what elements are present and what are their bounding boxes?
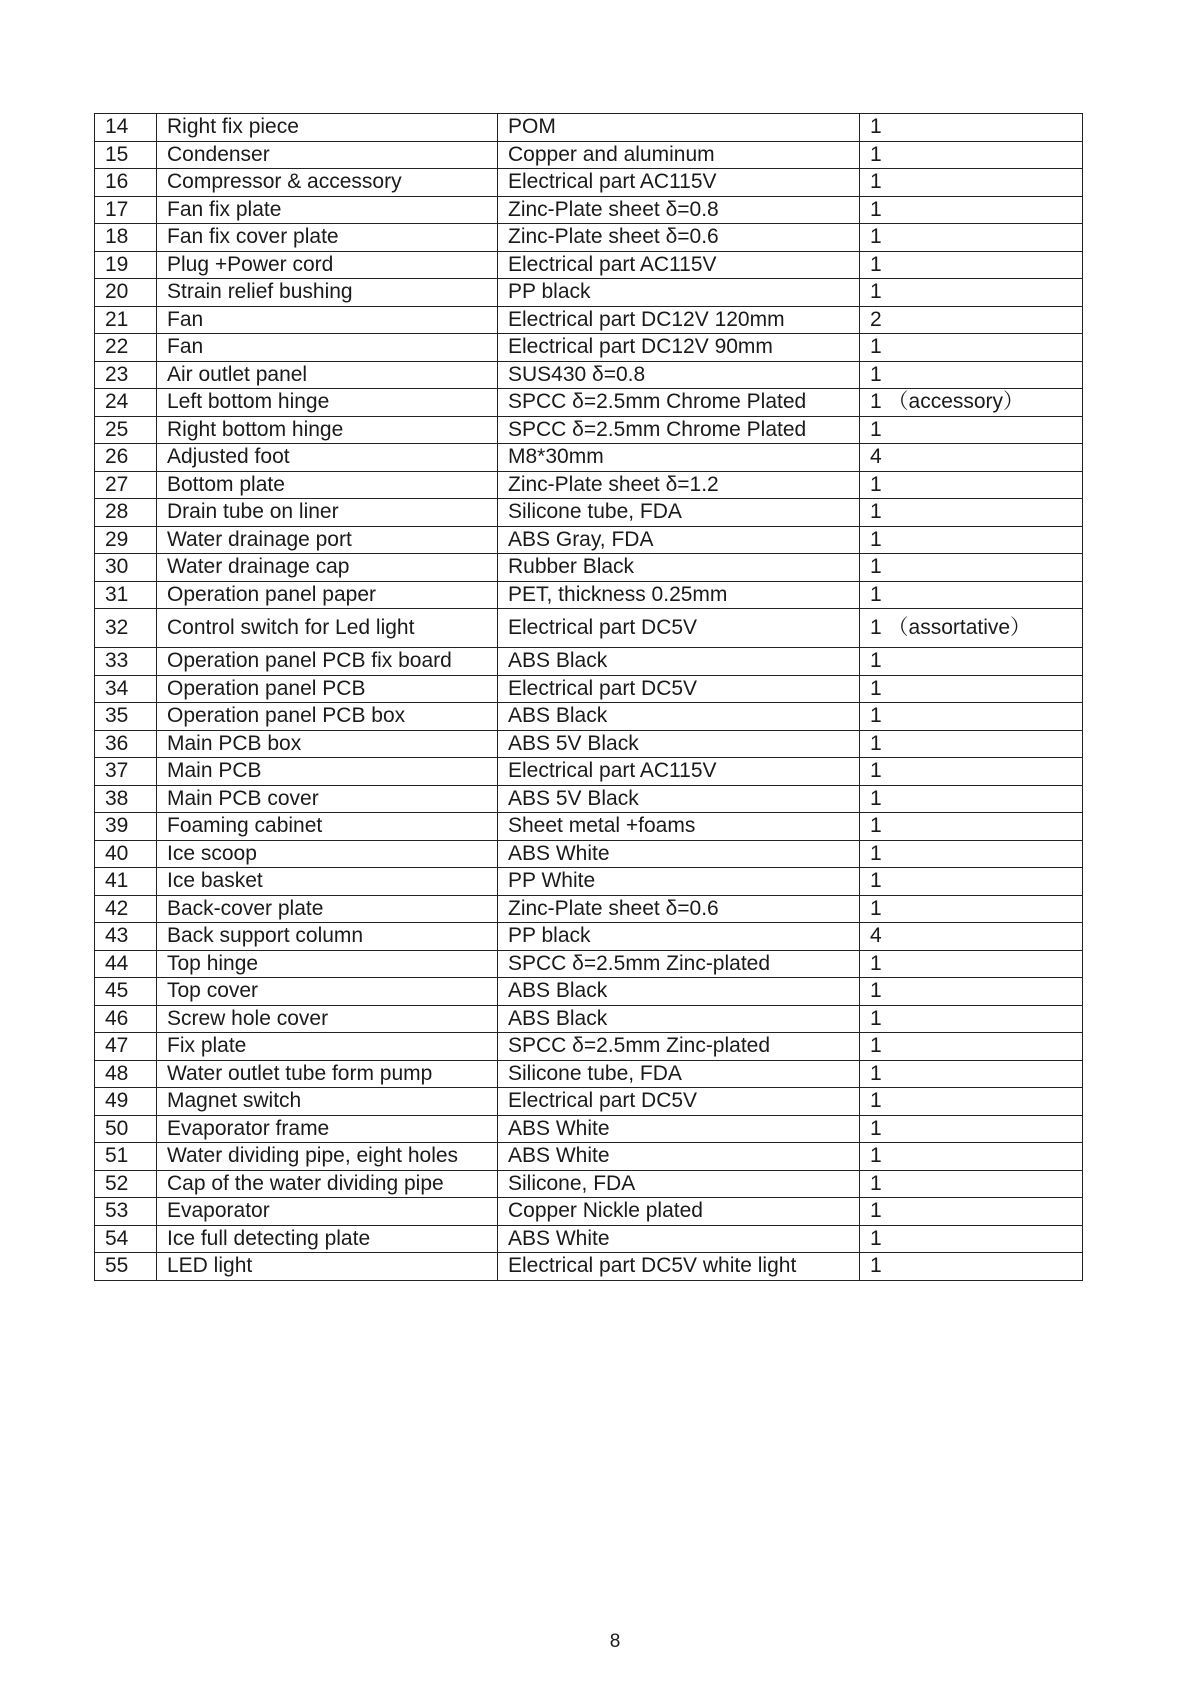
material-cell: PP black: [498, 923, 860, 951]
quantity-cell: 1: [860, 785, 1083, 813]
material-cell: Electrical part DC5V: [498, 1088, 860, 1116]
quantity-cell: 1: [860, 1088, 1083, 1116]
quantity-cell: 1: [860, 279, 1083, 307]
material-cell: Electrical part DC5V: [498, 609, 860, 648]
material-cell: Electrical part AC115V: [498, 251, 860, 279]
parts-list-body: [95, 114, 1083, 1281]
item-number-cell: 37: [95, 758, 157, 786]
part-name-cell: Cap of the water dividing pipe: [157, 1170, 498, 1198]
part-name-cell: Left bottom hinge: [157, 389, 498, 417]
item-number-cell: 51: [95, 1143, 157, 1171]
item-number-cell: 41: [95, 868, 157, 896]
item-number-cell: 27: [95, 471, 157, 499]
item-number-cell: 40: [95, 840, 157, 868]
material-cell: Silicone tube, FDA: [498, 499, 860, 527]
quantity-cell: 4: [860, 923, 1083, 951]
table-row: [95, 758, 1083, 786]
item-number-cell: 33: [95, 648, 157, 676]
quantity-cell: 1: [860, 648, 1083, 676]
part-name-cell: Main PCB: [157, 758, 498, 786]
quantity-cell: 1: [860, 196, 1083, 224]
table-row: [95, 141, 1083, 169]
item-number-cell: 53: [95, 1198, 157, 1226]
item-number-cell: 16: [95, 169, 157, 197]
item-number-cell: 52: [95, 1170, 157, 1198]
item-number-cell: 46: [95, 1005, 157, 1033]
material-cell: SUS430 δ=0.8: [498, 361, 860, 389]
quantity-cell: 1: [860, 1170, 1083, 1198]
item-number-cell: 45: [95, 978, 157, 1006]
quantity-cell: 1: [860, 416, 1083, 444]
part-name-cell: Ice full detecting plate: [157, 1225, 498, 1253]
quantity-cell: 2: [860, 306, 1083, 334]
item-number-cell: 24: [95, 389, 157, 417]
table-row: [95, 923, 1083, 951]
material-cell: ABS White: [498, 840, 860, 868]
part-name-cell: Right fix piece: [157, 114, 498, 142]
part-name-cell: Back support column: [157, 923, 498, 951]
table-row: [95, 648, 1083, 676]
part-name-cell: Operation panel PCB fix board: [157, 648, 498, 676]
material-cell: Zinc-Plate sheet δ=0.6: [498, 224, 860, 252]
item-number-cell: 39: [95, 813, 157, 841]
quantity-cell: 1: [860, 1143, 1083, 1171]
quantity-cell: 1: [860, 224, 1083, 252]
table-row: [95, 675, 1083, 703]
part-name-cell: Fan: [157, 334, 498, 362]
table-row: [95, 1088, 1083, 1116]
table-row: [95, 499, 1083, 527]
part-name-cell: Fix plate: [157, 1033, 498, 1061]
quantity-cell: 1: [860, 169, 1083, 197]
part-name-cell: Control switch for Led light: [157, 609, 498, 648]
part-name-cell: Condenser: [157, 141, 498, 169]
quantity-cell: 1: [860, 675, 1083, 703]
part-name-cell: Main PCB box: [157, 730, 498, 758]
table-row: [95, 950, 1083, 978]
material-cell: PET, thickness 0.25mm: [498, 581, 860, 609]
material-cell: Sheet metal +foams: [498, 813, 860, 841]
material-cell: Electrical part AC115V: [498, 758, 860, 786]
item-number-cell: 30: [95, 554, 157, 582]
quantity-cell: 1: [860, 554, 1083, 582]
part-name-cell: Operation panel PCB: [157, 675, 498, 703]
item-number-cell: 44: [95, 950, 157, 978]
part-name-cell: Right bottom hinge: [157, 416, 498, 444]
table-row: [95, 526, 1083, 554]
item-number-cell: 20: [95, 279, 157, 307]
material-cell: ABS Gray, FDA: [498, 526, 860, 554]
part-name-cell: Air outlet panel: [157, 361, 498, 389]
table-row: [95, 306, 1083, 334]
table-row: [95, 868, 1083, 896]
quantity-cell: 1: [860, 334, 1083, 362]
item-number-cell: 25: [95, 416, 157, 444]
quantity-cell: 1: [860, 114, 1083, 142]
item-number-cell: 32: [95, 609, 157, 648]
quantity-cell: 1: [860, 758, 1083, 786]
part-name-cell: Water outlet tube form pump: [157, 1060, 498, 1088]
item-number-cell: 50: [95, 1115, 157, 1143]
material-cell: ABS 5V Black: [498, 730, 860, 758]
table-row: [95, 389, 1083, 417]
quantity-cell: 1: [860, 581, 1083, 609]
part-name-cell: Water drainage cap: [157, 554, 498, 582]
table-row: [95, 169, 1083, 197]
item-number-cell: 23: [95, 361, 157, 389]
quantity-cell: 4: [860, 444, 1083, 472]
part-name-cell: Operation panel PCB box: [157, 703, 498, 731]
table-row: [95, 114, 1083, 142]
part-name-cell: Main PCB cover: [157, 785, 498, 813]
material-cell: ABS White: [498, 1115, 860, 1143]
material-cell: M8*30mm: [498, 444, 860, 472]
table-row: [95, 279, 1083, 307]
item-number-cell: 49: [95, 1088, 157, 1116]
parts-list-table: [94, 113, 1083, 1281]
table-row: [95, 1198, 1083, 1226]
table-row: [95, 1033, 1083, 1061]
item-number-cell: 17: [95, 196, 157, 224]
item-number-cell: 48: [95, 1060, 157, 1088]
quantity-cell: 1: [860, 840, 1083, 868]
material-cell: Copper and aluminum: [498, 141, 860, 169]
table-row: [95, 1170, 1083, 1198]
quantity-cell: 1: [860, 950, 1083, 978]
table-row: [95, 471, 1083, 499]
material-cell: Electrical part AC115V: [498, 169, 860, 197]
part-name-cell: Screw hole cover: [157, 1005, 498, 1033]
table-row: [95, 1253, 1083, 1281]
table-row: [95, 978, 1083, 1006]
table-row: [95, 895, 1083, 923]
quantity-cell: 1 （assortative）: [860, 609, 1083, 648]
quantity-cell: 1: [860, 813, 1083, 841]
item-number-cell: 35: [95, 703, 157, 731]
item-number-cell: 36: [95, 730, 157, 758]
quantity-cell: 1 （accessory）: [860, 389, 1083, 417]
material-cell: Zinc-Plate sheet δ=0.8: [498, 196, 860, 224]
part-name-cell: Water drainage port: [157, 526, 498, 554]
table-row: [95, 196, 1083, 224]
table-row: [95, 703, 1083, 731]
part-name-cell: Fan fix cover plate: [157, 224, 498, 252]
material-cell: Silicone, FDA: [498, 1170, 860, 1198]
material-cell: Electrical part DC5V: [498, 675, 860, 703]
material-cell: Electrical part DC12V 120mm: [498, 306, 860, 334]
page-number: 8: [609, 1631, 621, 1652]
quantity-cell: 1: [860, 868, 1083, 896]
item-number-cell: 54: [95, 1225, 157, 1253]
table-row: [95, 1005, 1083, 1033]
part-name-cell: Water dividing pipe, eight holes: [157, 1143, 498, 1171]
part-name-cell: LED light: [157, 1253, 498, 1281]
table-row: [95, 224, 1083, 252]
table-row: [95, 840, 1083, 868]
table-row: [95, 1225, 1083, 1253]
table-row: [95, 251, 1083, 279]
quantity-cell: 1: [860, 730, 1083, 758]
item-number-cell: 43: [95, 923, 157, 951]
item-number-cell: 19: [95, 251, 157, 279]
quantity-cell: 1: [860, 978, 1083, 1006]
part-name-cell: Top hinge: [157, 950, 498, 978]
material-cell: Electrical part DC12V 90mm: [498, 334, 860, 362]
item-number-cell: 38: [95, 785, 157, 813]
table-row: [95, 554, 1083, 582]
material-cell: SPCC δ=2.5mm Chrome Plated: [498, 389, 860, 417]
quantity-cell: 1: [860, 1060, 1083, 1088]
quantity-cell: 1: [860, 703, 1083, 731]
table-row: [95, 581, 1083, 609]
material-cell: SPCC δ=2.5mm Zinc-plated: [498, 1033, 860, 1061]
material-cell: SPCC δ=2.5mm Zinc-plated: [498, 950, 860, 978]
material-cell: Rubber Black: [498, 554, 860, 582]
part-name-cell: Fan: [157, 306, 498, 334]
table-row: [95, 609, 1083, 648]
material-cell: ABS Black: [498, 978, 860, 1006]
material-cell: ABS 5V Black: [498, 785, 860, 813]
quantity-cell: 1: [860, 251, 1083, 279]
item-number-cell: 31: [95, 581, 157, 609]
part-name-cell: Foaming cabinet: [157, 813, 498, 841]
table-row: [95, 1060, 1083, 1088]
item-number-cell: 26: [95, 444, 157, 472]
material-cell: SPCC δ=2.5mm Chrome Plated: [498, 416, 860, 444]
quantity-cell: 1: [860, 1225, 1083, 1253]
item-number-cell: 21: [95, 306, 157, 334]
part-name-cell: Bottom plate: [157, 471, 498, 499]
item-number-cell: 34: [95, 675, 157, 703]
part-name-cell: Ice basket: [157, 868, 498, 896]
part-name-cell: Magnet switch: [157, 1088, 498, 1116]
material-cell: Electrical part DC5V white light: [498, 1253, 860, 1281]
item-number-cell: 28: [95, 499, 157, 527]
part-name-cell: Fan fix plate: [157, 196, 498, 224]
part-name-cell: Top cover: [157, 978, 498, 1006]
part-name-cell: Adjusted foot: [157, 444, 498, 472]
item-number-cell: 14: [95, 114, 157, 142]
table-row: [95, 1143, 1083, 1171]
quantity-cell: 1: [860, 1033, 1083, 1061]
material-cell: Zinc-Plate sheet δ=0.6: [498, 895, 860, 923]
quantity-cell: 1: [860, 499, 1083, 527]
material-cell: POM: [498, 114, 860, 142]
material-cell: Silicone tube, FDA: [498, 1060, 860, 1088]
item-number-cell: 29: [95, 526, 157, 554]
quantity-cell: 1: [860, 895, 1083, 923]
part-name-cell: Evaporator: [157, 1198, 498, 1226]
part-name-cell: Operation panel paper: [157, 581, 498, 609]
part-name-cell: Plug +Power cord: [157, 251, 498, 279]
material-cell: Zinc-Plate sheet δ=1.2: [498, 471, 860, 499]
item-number-cell: 47: [95, 1033, 157, 1061]
material-cell: PP black: [498, 279, 860, 307]
material-cell: ABS Black: [498, 1005, 860, 1033]
item-number-cell: 18: [95, 224, 157, 252]
table-row: [95, 730, 1083, 758]
item-number-cell: 55: [95, 1253, 157, 1281]
part-name-cell: Strain relief bushing: [157, 279, 498, 307]
quantity-cell: 1: [860, 471, 1083, 499]
part-name-cell: Ice scoop: [157, 840, 498, 868]
table-row: [95, 416, 1083, 444]
quantity-cell: 1: [860, 1253, 1083, 1281]
quantity-cell: 1: [860, 1115, 1083, 1143]
table-row: [95, 334, 1083, 362]
material-cell: Copper Nickle plated: [498, 1198, 860, 1226]
material-cell: ABS White: [498, 1225, 860, 1253]
quantity-cell: 1: [860, 1005, 1083, 1033]
table-row: [95, 813, 1083, 841]
part-name-cell: Back-cover plate: [157, 895, 498, 923]
item-number-cell: 22: [95, 334, 157, 362]
table-row: [95, 785, 1083, 813]
quantity-cell: 1: [860, 526, 1083, 554]
part-name-cell: Compressor & accessory: [157, 169, 498, 197]
material-cell: ABS White: [498, 1143, 860, 1171]
quantity-cell: 1: [860, 361, 1083, 389]
material-cell: PP White: [498, 868, 860, 896]
quantity-cell: 1: [860, 1198, 1083, 1226]
table-row: [95, 1115, 1083, 1143]
item-number-cell: 15: [95, 141, 157, 169]
part-name-cell: Drain tube on liner: [157, 499, 498, 527]
item-number-cell: 42: [95, 895, 157, 923]
material-cell: ABS Black: [498, 703, 860, 731]
part-name-cell: Evaporator frame: [157, 1115, 498, 1143]
table-row: [95, 361, 1083, 389]
quantity-cell: 1: [860, 141, 1083, 169]
table-row: [95, 444, 1083, 472]
material-cell: ABS Black: [498, 648, 860, 676]
